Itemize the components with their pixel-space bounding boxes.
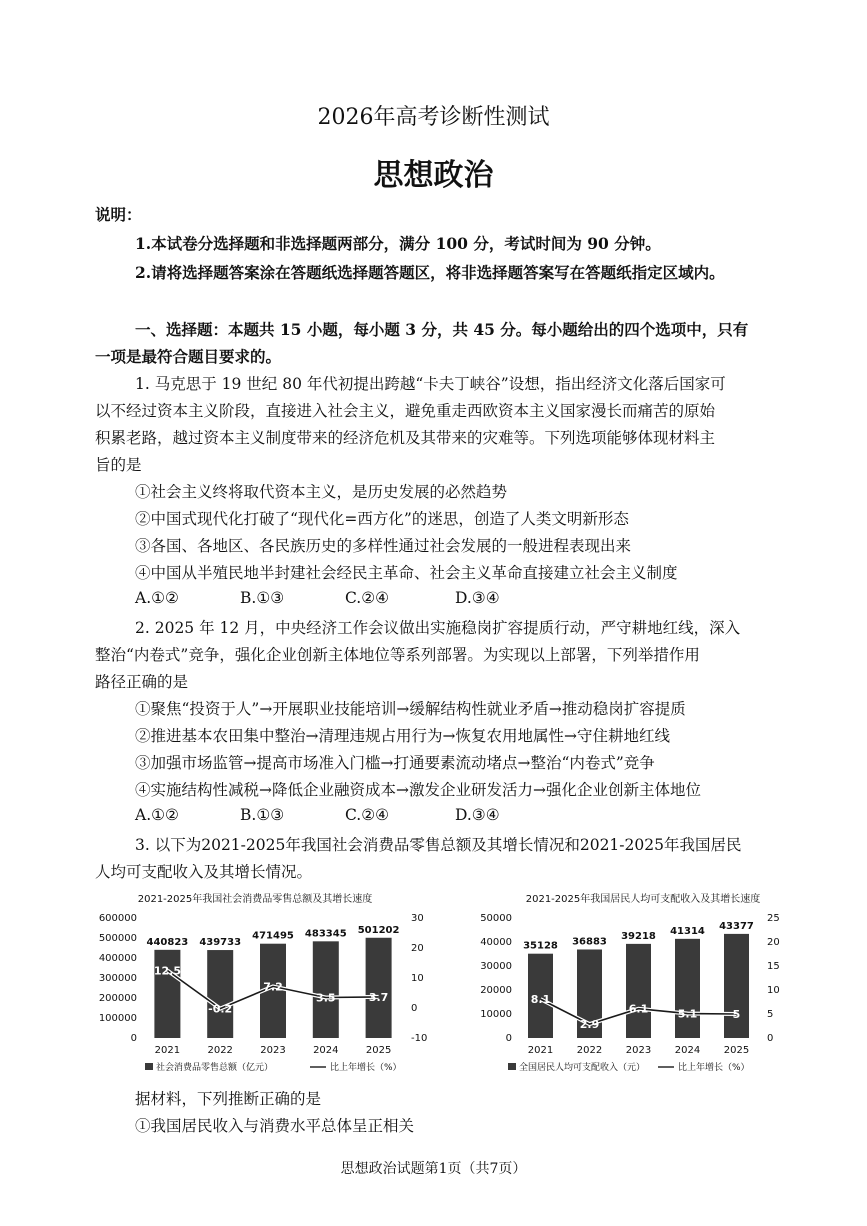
q2-option-3: ③加强市场监管→提高市场准入门槛→打通要素流动堵点→整治“内卷式”竞争: [135, 754, 655, 772]
income-chart: [478, 888, 798, 1080]
q2-choice-b: B.①③: [240, 806, 285, 824]
instruction-item-2: 2.请将选择题答案涂在答题纸选择题答题区，将非选择题答案写在答题纸指定区域内。: [135, 263, 725, 282]
q1-choice-d: D.③④: [455, 589, 500, 607]
chart1-bar-2022: [207, 950, 233, 1038]
chart1-y-left-tick: 200000: [98, 993, 137, 1004]
q2-option-1: ①聚焦“投资于人”→开展职业技能培训→缓解结构性就业矛盾→推动稳岗扩容提质: [135, 700, 686, 718]
chart1-x-tick: 2024: [313, 1045, 339, 1056]
q3-stem-line-2: 人均可支配收入及其增长情况。: [95, 863, 313, 881]
q1-option-1: ①社会主义终将取代资本主义，是历史发展的必然趋势: [135, 483, 508, 501]
chart2-line-label: 5.1: [677, 1007, 698, 1021]
chart1-bar-label: 440823: [146, 936, 189, 948]
chart1-bar-label: 439733: [199, 937, 242, 949]
chart2-x-tick: 2024: [674, 1045, 701, 1056]
chart2-bar-label: 39218: [621, 930, 656, 942]
chart1-bar-label: 471495: [252, 930, 294, 942]
chart1-bar-label: 501202: [357, 924, 400, 936]
chart2-bar-2025: [724, 934, 749, 1038]
chart2-y-left-tick: 40000: [480, 937, 512, 948]
chart1-y-right-tick: 20: [411, 943, 424, 954]
section-heading-line-2: 一项是最符合题目要求的。: [95, 347, 282, 366]
chart1-bar-2021: [154, 950, 180, 1038]
q2-stem-line-1: 2. 2025 年 12 月，中央经济工作会议做出实施稳岗扩容提质行动，严守耕地红线，深入: [135, 619, 741, 637]
instructions-heading: 说明：: [95, 205, 142, 224]
chart2-x-tick: 2022: [576, 1045, 603, 1056]
chart1-legend-bar-swatch: [145, 1063, 153, 1070]
exam-title: 2026年高考诊断性测试: [317, 105, 550, 130]
chart1-bar-label: 483345: [304, 928, 347, 940]
chart1-y-right-tick: 10: [411, 973, 424, 984]
chart1-legend-bar-label: 社会消费品零售总额（亿元）: [156, 1063, 274, 1073]
chart2-line-label: 8.1: [530, 993, 551, 1007]
q1-option-3: ③各国、各地区、各民族历史的多样性通过社会发展的一般进程表现出来: [135, 537, 632, 555]
chart1-y-right-tick: 30: [411, 913, 424, 924]
chart1-y-left-tick: 0: [130, 1033, 137, 1044]
q1-choice-b: B.①③: [240, 589, 285, 607]
q2-stem-line-3: 路径正确的是: [95, 673, 189, 691]
chart1-line-label: -0.2: [208, 1002, 233, 1016]
section-heading-line-1: 一、选择题：本题共 15 小题，每小题 3 分，共 45 分。每小题给出的四个选项中，只有: [135, 320, 749, 339]
chart1-x-tick: 2022: [207, 1045, 233, 1056]
chart2-x-tick: 2021: [527, 1045, 554, 1056]
chart2-y-right-tick: 10: [767, 985, 780, 996]
chart2-legend-bar-label: 全国居民人均可支配收入（元）: [519, 1063, 646, 1073]
q2-option-4: ④实施结构性减税→降低企业融资成本→激发企业研发活力→强化企业创新主体地位: [135, 781, 701, 799]
q1-stem-line-2: 以不经过资本主义阶段，直接进入社会主义，避免重走西欧资本主义国家漫长而痛苦的原始: [95, 402, 716, 420]
chart1-line-label: 3.5: [316, 991, 336, 1005]
chart1-title: 2021-2025年我国社会消费品零售总额及其增长速度: [137, 894, 373, 905]
chart2-bar-2023: [626, 944, 651, 1038]
chart2-y-right-tick: 15: [767, 961, 780, 972]
chart2-x-tick: 2023: [625, 1045, 652, 1056]
retail-sales-chart: [95, 888, 465, 1080]
chart1-x-tick: 2023: [260, 1045, 286, 1056]
instruction-item-1: 1.本试卷分选择题和非选择题两部分，满分 100 分，考试时间为 90 分钟。: [135, 234, 661, 253]
q2-option-2: ②推进基本农田集中整治→清理违规占用行为→恢复农用地属性→守住耕地红线: [135, 727, 670, 745]
q1-option-2: ②中国式现代化打破了“现代化=西方化”的迷思，创造了人类文明新形态: [135, 510, 629, 528]
q3-prompt: 据材料，下列推断正确的是: [135, 1090, 322, 1108]
q2-choice-c: C.②④: [345, 806, 390, 824]
chart2-y-right-tick: 25: [767, 913, 780, 924]
chart1-y-left-tick: 600000: [98, 913, 137, 924]
q1-stem-line-1: 1. 马克思于 19 世纪 80 年代初提出跨越“卡夫丁峡谷”设想，指出经济文化落后国家可: [135, 375, 726, 393]
chart2-y-right-tick: 0: [767, 1033, 774, 1044]
chart1-line-label: 7.2: [263, 980, 283, 994]
chart1-line-label: 12.5: [153, 964, 181, 978]
q2-choice-d: D.③④: [455, 806, 500, 824]
q3-option-1: ①我国居民收入与消费水平总体呈正相关: [135, 1117, 415, 1135]
chart1-x-tick: 2025: [365, 1045, 392, 1056]
chart1-x-tick: 2021: [154, 1045, 181, 1056]
chart2-y-left-tick: 20000: [480, 985, 512, 996]
subject-title: 思想政治: [373, 158, 494, 193]
chart1-y-right-tick: 0: [411, 1003, 418, 1014]
chart2-line-label: 2.9: [579, 1018, 600, 1032]
chart2-bar-label: 36883: [572, 936, 607, 948]
chart2-y-left-tick: 30000: [480, 961, 512, 972]
chart2-bar-2024: [675, 939, 700, 1038]
chart2-y-left-tick: 50000: [480, 913, 512, 924]
chart1-y-left-tick: 100000: [98, 1013, 137, 1024]
chart2-title: 2021-2025年我国居民人均可支配收入及其增长速度: [525, 894, 761, 905]
chart2-y-left-tick: 0: [505, 1033, 512, 1044]
chart2-x-tick: 2025: [723, 1045, 750, 1056]
q1-choice-a: A.①②: [135, 589, 179, 607]
q1-choice-c: C.②④: [345, 589, 390, 607]
page-footer: 思想政治试题第1页（共7页）: [340, 1161, 527, 1177]
chart2-bar-label: 35128: [523, 940, 558, 952]
chart1-bar-2024: [313, 941, 339, 1038]
chart2-y-left-tick: 10000: [480, 1009, 512, 1020]
chart1-y-left-tick: 400000: [98, 953, 137, 964]
q1-stem-line-3: 积累老路，越过资本主义制度带来的经济危机及其带来的灾难等。下列选项能够体现材料主: [95, 429, 716, 447]
chart2-bar-label: 41314: [670, 925, 705, 937]
chart2-bar-label: 43377: [719, 920, 754, 932]
chart2-line-label: 5: [732, 1008, 741, 1021]
chart1-bar-2025: [366, 938, 392, 1038]
chart1-y-right-tick: -10: [411, 1033, 428, 1044]
q1-stem-line-4: 旨的是: [95, 456, 142, 474]
chart2-legend-line-label: 比上年增长（%）: [678, 1063, 750, 1073]
chart2-y-right-tick: 5: [767, 1009, 774, 1020]
q3-stem-line-1: 3. 以下为2021-2025年我国社会消费品零售总额及其增长情况和2021-2025年我国居民: [135, 836, 742, 854]
chart2-line-label: 6.1: [628, 1002, 649, 1016]
q2-choice-a: A.①②: [135, 806, 179, 824]
chart1-legend-line-label: 比上年增长（%）: [330, 1063, 402, 1073]
q1-option-4: ④中国从半殖民地半封建社会经民主革命、社会主义革命直接建立社会主义制度: [135, 564, 678, 582]
chart1-y-left-tick: 500000: [98, 933, 137, 944]
chart2-legend-bar-swatch: [508, 1063, 516, 1070]
chart1-y-left-tick: 300000: [98, 973, 137, 984]
q2-stem-line-2: 整治“内卷式”竞争，强化企业创新主体地位等系列部署。为实现以上部署，下列举措作用: [95, 646, 700, 664]
chart2-y-right-tick: 20: [767, 937, 780, 948]
chart1-line-label: 3.7: [368, 990, 389, 1004]
